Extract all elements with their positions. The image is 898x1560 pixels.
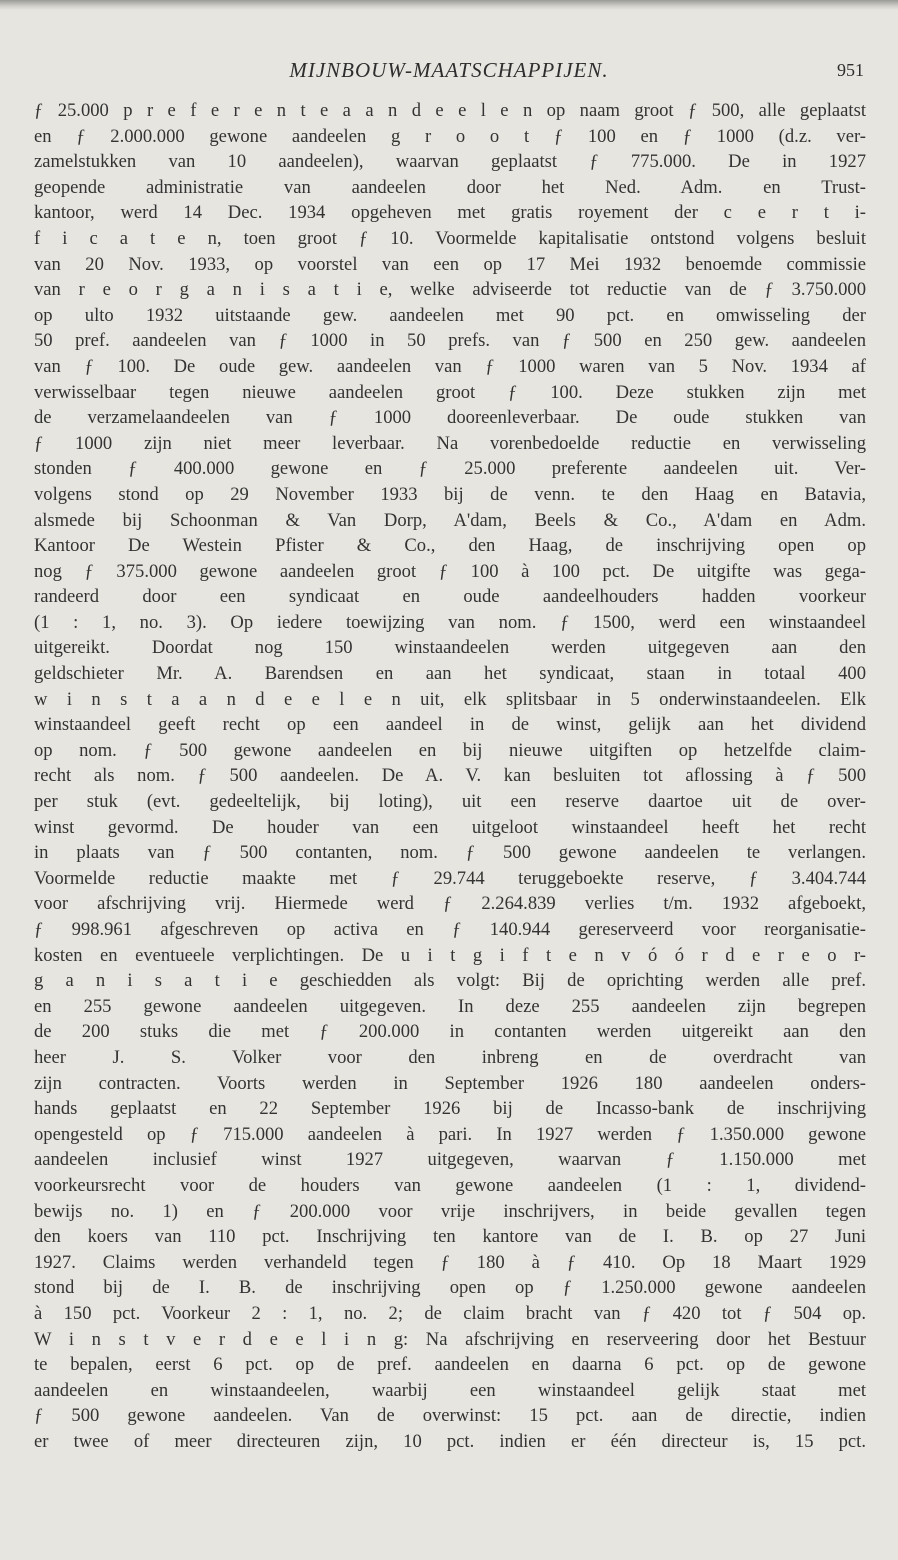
- text-line: winst gevormd. De houder van een uitgeloot winstaandeel heeft het recht: [34, 816, 866, 838]
- text-line: f i c a t e n, toen groot ƒ 10. Voormelde kapitalisatie ontstond volgens besluit: [34, 227, 866, 249]
- text-line: alsmede bij Schoonman & Van Dorp, A'dam, Beels & Co., A'dam en Adm.: [34, 509, 866, 531]
- text-line: van 20 Nov. 1933, op voorstel van een op 17 Mei 1932 benoemde commissie: [34, 253, 866, 275]
- text-line: er twee of meer directeuren zijn, 10 pct. indien er één directeur is, 15 pct.: [34, 1430, 866, 1452]
- text-line: den koers van 110 pct. Inschrijving ten kantore van de I. B. op 27 Juni: [34, 1226, 866, 1248]
- text-line: volgens stond op 29 November 1933 bij de venn. te den Haag en Batavia,: [34, 483, 866, 505]
- text-line: Voormelde reductie maakte met ƒ 29.744 teruggeboekte reserve, ƒ 3.404.744: [34, 867, 866, 889]
- text-line: voor afschrijving vrij. Hiermede werd ƒ 2.264.839 verlies t/m. 1932 afgeboekt,: [34, 893, 866, 915]
- text-line: aandeelen inclusief winst 1927 uitgegeven, waarvan ƒ 1.150.000 met: [34, 1149, 866, 1171]
- page-number: 951: [837, 60, 864, 80]
- text-line: aandeelen en winstaandeelen, waarbij een winstaandeel gelijk staat met: [34, 1379, 866, 1401]
- text-line: in plaats van ƒ 500 contanten, nom. ƒ 500 gewone aandeelen te verlangen.: [34, 842, 866, 864]
- text-line: ƒ 500 gewone aandeelen. Van de overwinst: 15 pct. aan de directie, indien: [34, 1405, 866, 1427]
- text-line: opengesteld op ƒ 715.000 aandeelen à pari. In 1927 werden ƒ 1.350.000 gewone: [34, 1123, 866, 1145]
- text-line: ƒ 998.961 afgeschreven op activa en ƒ 140.944 gereserveerd voor reorganisatie-: [34, 919, 866, 940]
- text-line: per stuk (evt. gedeeltelijk, bij loting), uit een reserve daartoe uit de over-: [34, 791, 866, 813]
- text-line: van ƒ 100. De oude gew. aandeelen van ƒ 1000 waren van 5 Nov. 1934 af: [34, 355, 866, 377]
- text-line: 50 pref. aandeelen van ƒ 1000 in 50 prefs. van ƒ 500 en 250 gew. aandeelen: [34, 330, 866, 352]
- text-line: (1 : 1, no. 3). Op iedere toewijzing van nom. ƒ 1500, werd een winstaandeel: [34, 611, 866, 633]
- text-line: zijn contracten. Voorts werden in September 1926 180 aandeelen onders-: [34, 1072, 866, 1094]
- text-line: W i n s t v e r d e e l i n g: Na afschrijving en reserveering door het Bestuur: [34, 1328, 866, 1350]
- text-line: kantoor, werd 14 Dec. 1934 opgeheven met gratis royement der c e r t i-: [34, 202, 866, 224]
- text-line: winstaandeel geeft recht op een aandeel in de winst, gelijk aan het dividend: [34, 714, 866, 736]
- text-line: de verzamelaandeelen van ƒ 1000 dooreenleverbaar. De oude stukken van: [34, 407, 866, 429]
- text-line: g a n i s a t i e geschiedden als volgt: Bij de oprichting werden alle pref.: [34, 970, 866, 992]
- page-top-edge: [0, 0, 898, 10]
- text-line: van r e o r g a n i s a t i e, welke adviseerde tot reductie van de ƒ 3.750.000: [34, 279, 866, 301]
- text-line: en ƒ 2.000.000 gewone aandeelen g r o o t ƒ 100 en ƒ 1000 (d.z. ver-: [34, 125, 866, 147]
- text-line: op nom. ƒ 500 gewone aandeelen en bij nieuwe uitgiften op hetzelfde claim-: [34, 739, 866, 761]
- text-line: randeerd door een syndicaat en oude aandeelhouders hadden voorkeur: [34, 586, 866, 608]
- text-line: te bepalen, eerst 6 pct. op de pref. aandeelen en daarna 6 pct. op de gewone: [34, 1354, 866, 1376]
- text-line: kosten en eventueele verplichtingen. De u i t g i f t e n v ó ó r d e r e o r-: [34, 944, 866, 966]
- text-line: ƒ 25.000 p r e f e r e n t e a a n d e e l e n op naam groot ƒ 500, alle geplaatst: [34, 100, 866, 121]
- text-line: nog ƒ 375.000 gewone aandeelen groot ƒ 100 à 100 pct. De uitgifte was gega-: [34, 560, 866, 582]
- text-line: bewijs no. 1) en ƒ 200.000 voor vrije inschrijvers, in beide gevallen tegen: [34, 1200, 866, 1222]
- text-line: hands geplaatst en 22 September 1926 bij de Incasso-bank de inschrijving: [34, 1098, 866, 1120]
- text-line: verwisselbaar tegen nieuwe aandeelen groot ƒ 100. Deze stukken zijn met: [34, 381, 866, 403]
- text-line: en 255 gewone aandeelen uitgegeven. In deze 255 aandeelen zijn begrepen: [34, 995, 866, 1017]
- running-title: MIJNBOUW-MAATSCHAPPIJEN.: [289, 58, 609, 82]
- text-line: stond bij de I. B. de inschrijving open op ƒ 1.250.000 gewone aandeelen: [34, 1277, 866, 1299]
- text-line: op ulto 1932 uitstaande gew. aandeelen met 90 pct. en omwisseling der: [34, 304, 866, 326]
- body-paragraph: [34, 98, 866, 1454]
- text-line: zamelstukken van 10 aandeelen), waarvan geplaatst ƒ 775.000. De in 1927: [34, 151, 866, 173]
- text-line: stonden ƒ 400.000 gewone en ƒ 25.000 preferente aandeelen uit. Ver-: [34, 458, 866, 480]
- text-line: Kantoor De Westein Pfister & Co., den Haag, de inschrijving open op: [34, 535, 866, 557]
- text-line: 1927. Claims werden verhandeld tegen ƒ 180 à ƒ 410. Op 18 Maart 1929: [34, 1251, 866, 1273]
- text-line: geldschieter Mr. A. Barendsen en aan het syndicaat, staan in totaal 400: [34, 663, 866, 685]
- text-line: uitgereikt. Doordat nog 150 winstaandeelen werden uitgegeven aan den: [34, 637, 866, 659]
- text-line: de 200 stuks die met ƒ 200.000 in contanten werden uitgereikt aan den: [34, 1021, 866, 1043]
- text-line: heer J. S. Volker voor den inbreng en de overdracht van: [34, 1046, 866, 1068]
- text-line: ƒ 1000 zijn niet meer leverbaar. Na vorenbedoelde reductie en verwisseling: [34, 432, 866, 454]
- text-line: w i n s t a a n d e e l e n uit, elk splitsbaar in 5 onderwinstaandeelen. Elk: [34, 688, 866, 710]
- text-line: à 150 pct. Voorkeur 2 : 1, no. 2; de claim bracht van ƒ 420 tot ƒ 504 op.: [34, 1302, 866, 1324]
- page-header: [34, 58, 864, 92]
- text-line: voorkeursrecht voor de houders van gewone aandeelen (1 : 1, dividend-: [34, 1174, 866, 1196]
- text-line: recht als nom. ƒ 500 aandeelen. De A. V. kan besluiten tot aflossing à ƒ 500: [34, 765, 866, 787]
- text-line: geopende administratie van aandeelen door het Ned. Adm. en Trust-: [34, 176, 866, 198]
